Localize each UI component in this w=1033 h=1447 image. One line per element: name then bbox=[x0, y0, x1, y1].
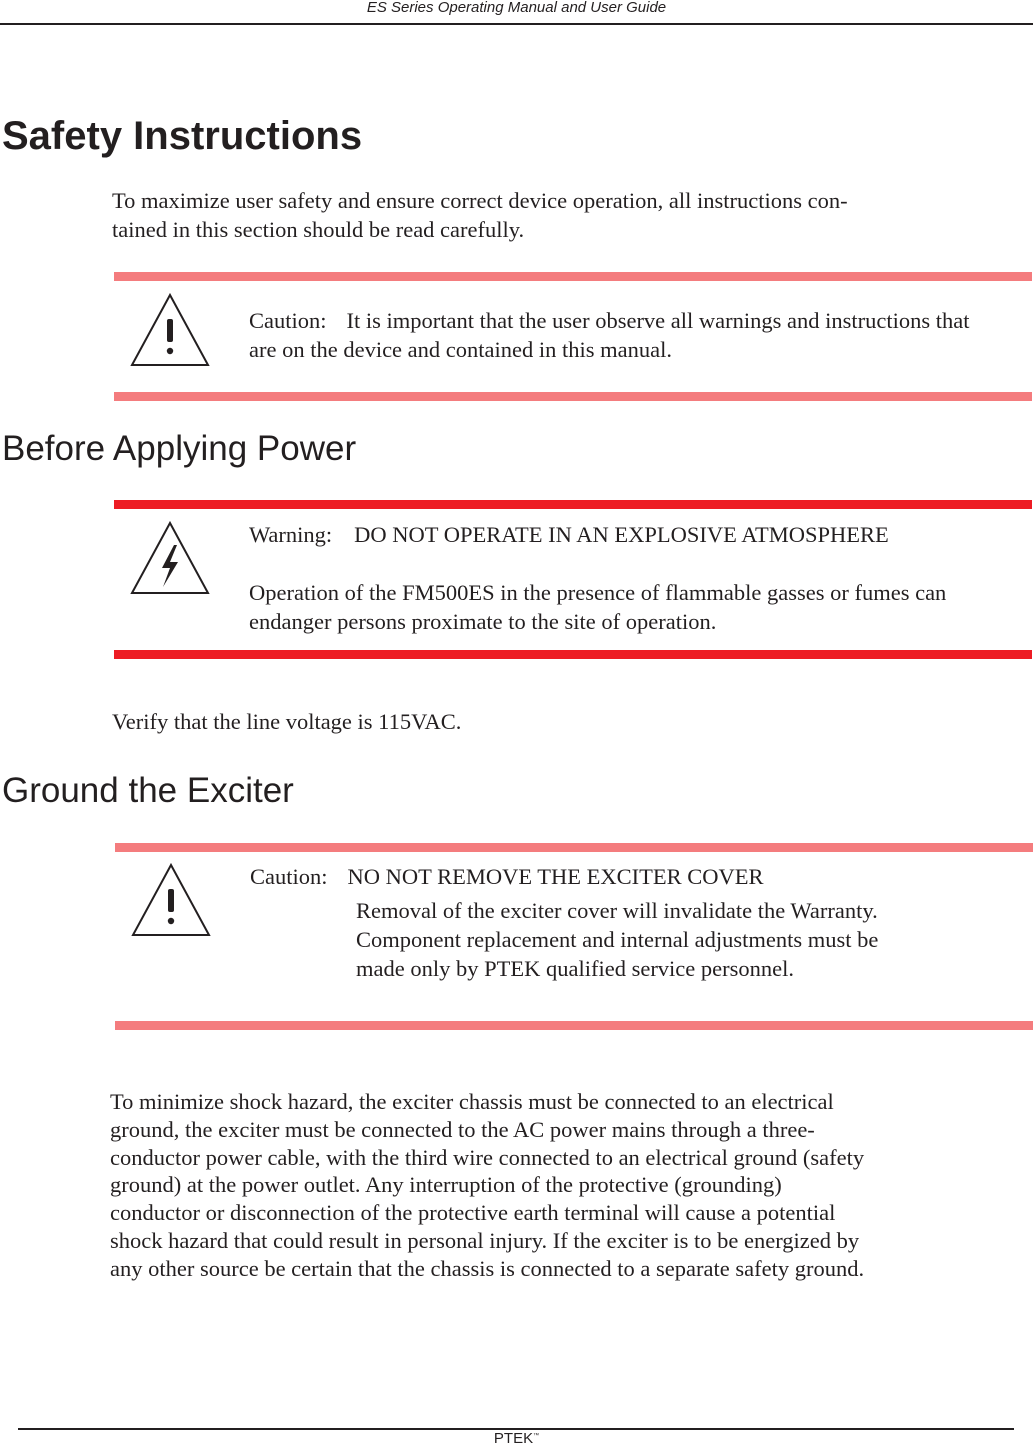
caution-label: Caution: bbox=[250, 864, 328, 889]
page-title: Safety Instructions bbox=[2, 114, 363, 158]
brand-name: PTEK bbox=[493, 1430, 534, 1447]
footer-brand bbox=[0, 1430, 1033, 1447]
caution-text: Removal of the exciter cover will invalidate the Warranty. bbox=[356, 898, 878, 923]
high-voltage-warning-icon bbox=[130, 520, 210, 596]
grounding-paragraph bbox=[110, 1088, 864, 1283]
body-line: conductor power cable, with the third wire connected to an electrical ground (safety bbox=[110, 1144, 865, 1170]
caution-bar-bottom bbox=[114, 392, 1032, 401]
body-line: conductor or disconnection of the protective earth terminal will cause a potential bbox=[110, 1200, 836, 1226]
body-line: ground) at the power outlet. Any interruption of the protective (grounding) bbox=[110, 1172, 782, 1198]
body-line: any other source be certain that the chassis is connected to a separate safety ground. bbox=[110, 1255, 865, 1281]
warning-text: Operation of the FM500ES in the presence of flammable gasses or fumes can bbox=[249, 580, 947, 605]
warning-text: endanger persons proximate to the site of operation. bbox=[249, 609, 717, 634]
line-voltage-note: Verify that the line voltage is 115VAC. bbox=[112, 709, 462, 734]
caution-heading: NO NOT REMOVE THE EXCITER COVER bbox=[347, 864, 764, 889]
trademark-symbol: ™ bbox=[533, 1433, 540, 1439]
body-line: To minimize shock hazard, the exciter chassis must be connected to an electrical bbox=[110, 1089, 834, 1114]
caution-text: made only by PTEK qualified service personnel. bbox=[356, 956, 795, 981]
running-header: ES Series Operating Manual and User Guide bbox=[366, 0, 667, 16]
caution-text: It is important that the user observe all warnings and instructions that bbox=[346, 308, 970, 333]
body-line: shock hazard that could result in personal injury. If the exciter is to be energized by bbox=[110, 1227, 860, 1253]
caution-exclamation-icon bbox=[131, 862, 211, 938]
caution-notice-2 bbox=[250, 862, 878, 983]
caution-bar-top bbox=[114, 272, 1032, 281]
caution-exclamation-icon bbox=[130, 292, 210, 368]
intro-line: To maximize user safety and ensure correct device operation, all instructions con- bbox=[112, 188, 848, 213]
section-heading-ground: Ground the Exciter bbox=[2, 771, 294, 810]
caution-text: are on the device and contained in this manual. bbox=[249, 337, 672, 362]
section-heading-before-power: Before Applying Power bbox=[2, 429, 357, 468]
intro-line: tained in this section should be read carefully. bbox=[112, 217, 525, 242]
caution-label: Caution: bbox=[249, 308, 327, 333]
warning-notice bbox=[249, 520, 1033, 636]
caution-bar-bottom bbox=[115, 1021, 1033, 1030]
warning-bar-bottom bbox=[114, 650, 1032, 659]
body-line: ground, the exciter must be connected to the AC power mains through a three- bbox=[110, 1116, 815, 1142]
warning-label: Warning: bbox=[249, 522, 333, 547]
caution-bar-top bbox=[115, 843, 1033, 852]
intro-paragraph bbox=[112, 186, 848, 244]
caution-notice-1 bbox=[249, 306, 970, 364]
header-divider bbox=[0, 23, 1033, 25]
warning-bar-top bbox=[114, 500, 1032, 509]
caution-text: Component replacement and internal adjustments must be bbox=[356, 927, 879, 952]
warning-heading: DO NOT OPERATE IN AN EXPLOSIVE ATMOSPHERE bbox=[354, 522, 889, 547]
